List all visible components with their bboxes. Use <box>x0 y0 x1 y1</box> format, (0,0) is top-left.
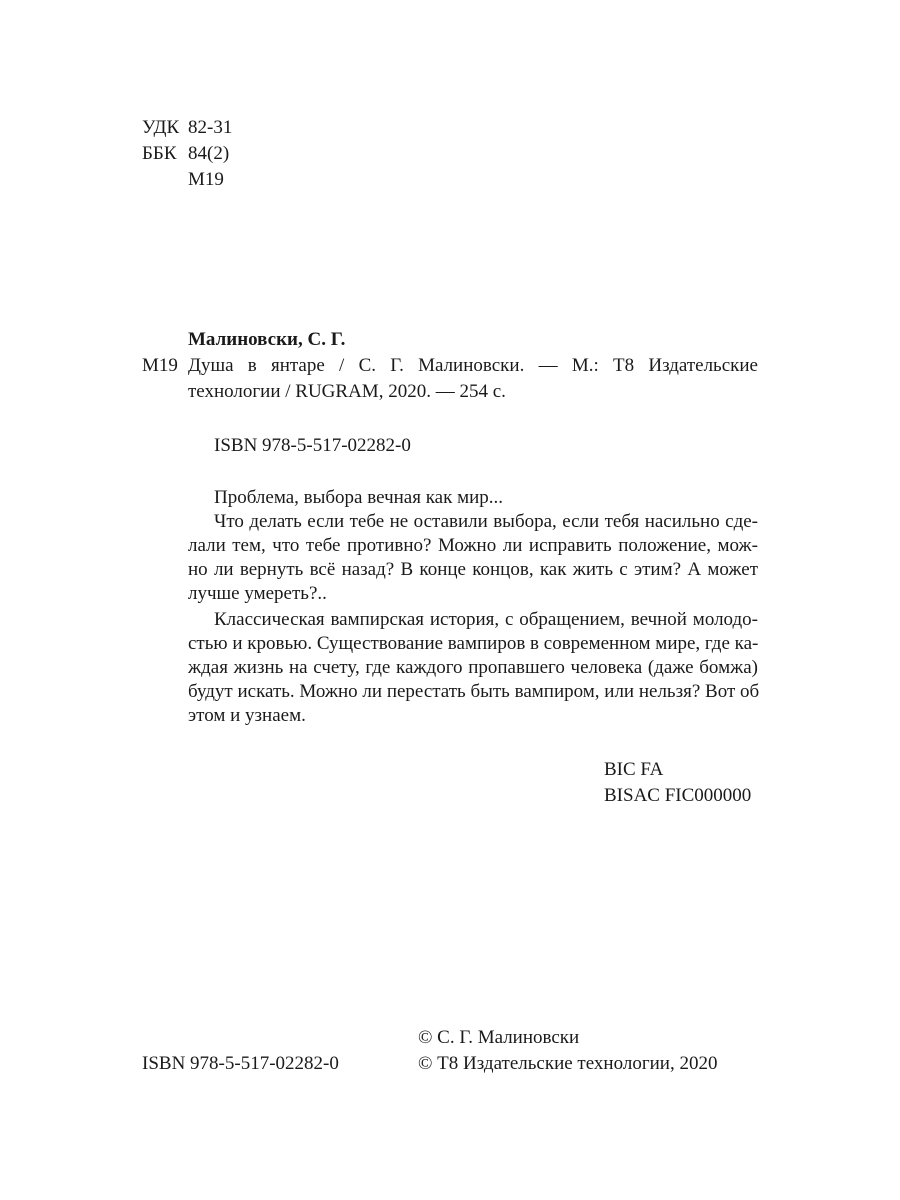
annotation-line: но ли вернуть всё назад? В конце концов, как жить с этим? А может <box>188 559 758 580</box>
isbn-record: ISBN 978-5-517-02282-0 <box>214 435 411 456</box>
annotation-line: Классическая вампирская история, с обращением, вечной молодо- <box>214 609 758 630</box>
footer-isbn: ISBN 978-5-517-02282-0 <box>142 1053 339 1074</box>
bibliographic-description-line-1: Душа в янтаре / С. Г. Малиновски. — М.: Т8 Издательские <box>188 355 758 376</box>
annotation-line: этом и узнаем. <box>188 705 306 726</box>
annotation-line: стью и кровью. Существование вампиров в современном мире, где ка- <box>188 633 759 654</box>
udk-label: УДК <box>142 117 180 138</box>
copyright-publisher: © Т8 Издательские технологии, 2020 <box>418 1053 718 1074</box>
bisac-code: BISAC FIC000000 <box>604 785 752 806</box>
author-heading: Малиновски, С. Г. <box>188 329 346 350</box>
bbk-label: ББК <box>142 143 177 164</box>
annotation-line: лали тем, что тебе противно? Можно ли исправить положение, мож- <box>188 535 758 556</box>
author-mark-record: М19 <box>142 355 178 376</box>
annotation-line: будут искать. Можно ли перестать быть вампиром, или нельзя? Вот об <box>188 681 760 702</box>
author-mark-top: М19 <box>188 169 224 190</box>
bibliographic-description-line-2: технологии / RUGRAM, 2020. — 254 с. <box>188 381 506 402</box>
udk-value: 82-31 <box>188 117 233 138</box>
annotation-line: ждая жизнь на счету, где каждого пропавшего человека (даже бомжа) <box>188 657 758 678</box>
bbk-value: 84(2) <box>188 143 230 164</box>
annotation-line: Что делать если тебе не оставили выбора, если тебя насильно сде- <box>214 511 758 532</box>
annotation-line: Проблема, выбора вечная как мир... <box>214 487 504 508</box>
bic-code: BIC FA <box>604 759 664 780</box>
annotation-line: лучше умереть?.. <box>188 583 327 604</box>
copyright-author: © С. Г. Малиновски <box>418 1027 580 1048</box>
